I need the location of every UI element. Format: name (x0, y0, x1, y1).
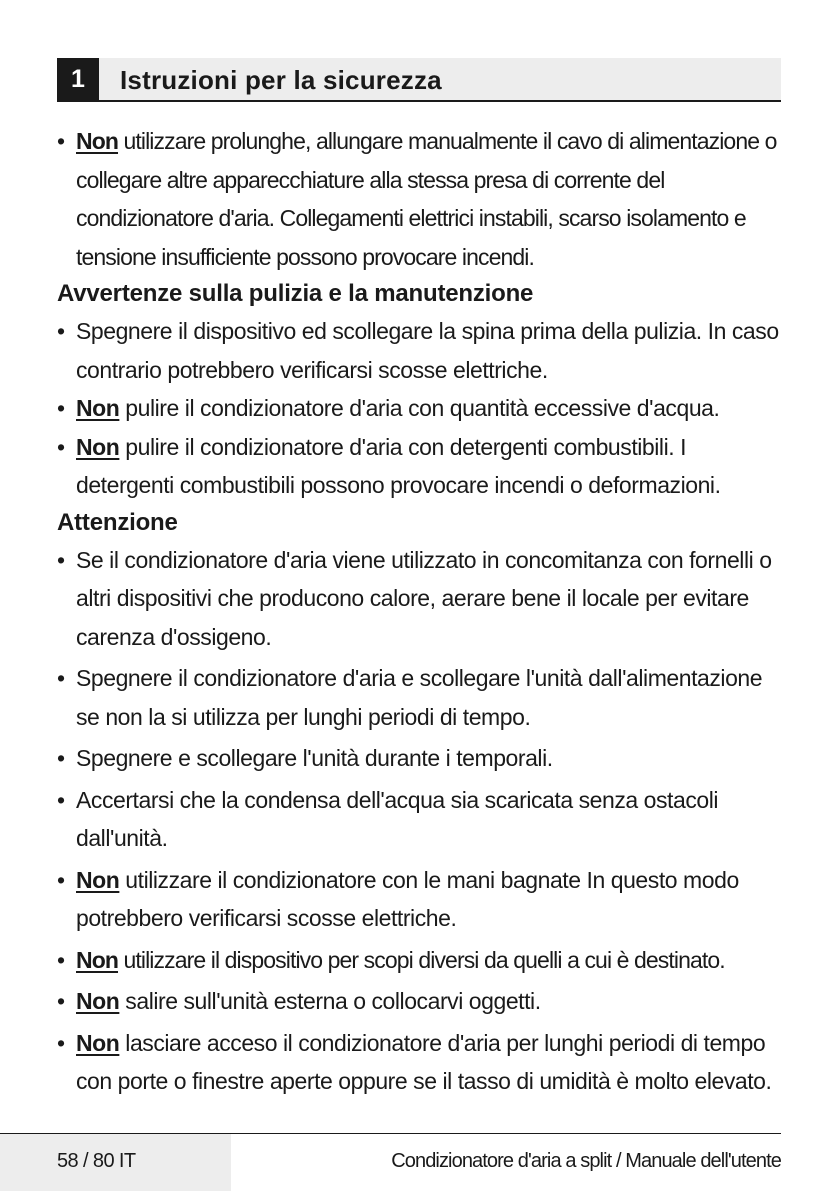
page-number: 58 / 80 IT (57, 1150, 136, 1172)
bullet-icon: • (57, 946, 65, 973)
negation-word: Non (76, 433, 120, 460)
item-text: salire sull'unità esterna o collocarvi oggetti. (119, 988, 541, 1014)
chapter-number: 1 (57, 58, 99, 100)
list-item (57, 122, 787, 276)
negation-word: Non (76, 128, 119, 154)
list-item (57, 982, 787, 1021)
bullet-icon: • (57, 318, 65, 344)
list-item (57, 1024, 787, 1101)
list-item (57, 781, 787, 858)
bullet-icon: • (57, 786, 65, 813)
safety-content (57, 122, 787, 1101)
bullet-icon: • (57, 395, 65, 421)
section-heading: Avvertenze sulla pulizia e la manutenzione (57, 280, 534, 307)
bullet-icon: • (57, 745, 65, 771)
item-text: utilizzare prolunghe, allungare manualmente il cavo di alimentazione o collegare altre apparecchiature alla stessa presa di corrente del condizionatore d'aria. Collegamenti elettrici instabili, scarso isolamento e tensione insufficiente possono provocare incendi. (76, 128, 777, 270)
item-text: utilizzare il dispositivo per scopi diversi da quelli a cui è destinato. (118, 946, 725, 973)
bullet-icon: • (57, 1029, 65, 1056)
item-text: pulire il condizionatore d'aria con quantità eccessive d'acqua. (119, 395, 720, 421)
bullet-icon: • (57, 866, 65, 893)
item-text: Spegnere il condizionatore d'aria e scollegare l'unità dall'alimentazione se non la si utilizza per lunghi periodi di tempo. (76, 665, 763, 730)
list-item (57, 312, 787, 389)
item-text: Spegnere il dispositivo ed scollegare la spina prima della pulizia. In caso contrario potrebbero verificarsi scosse elettriche. (76, 318, 779, 383)
chapter-header (57, 58, 781, 102)
bullet-icon: • (57, 988, 65, 1014)
item-text: Accertarsi che la condensa dell'acqua sia scaricata senza ostacoli dall'unità. (76, 786, 719, 851)
list-item (57, 659, 787, 736)
item-text: Se il condizionatore d'aria viene utilizzato in concomitanza con fornelli o altri dispositivi che producono calore, aerare bene il locale per evitare carenza d'ossigeno. (76, 546, 772, 650)
list-item (57, 941, 787, 980)
negation-word: Non (76, 1029, 120, 1056)
list-item (57, 389, 787, 428)
negation-word: Non (76, 866, 120, 893)
negation-word: Non (76, 946, 119, 973)
item-text: lasciare acceso il condizionatore d'aria per lunghi periodi di tempo con porte o finestre aperte oppure se il tasso di umidità è molto elevato. (76, 1029, 772, 1094)
bullet-icon: • (57, 128, 65, 154)
item-text: pulire il condizionatore d'aria con detergenti combustibili. I detergenti combustibili possono provocare incendi o deformazioni. (76, 433, 721, 498)
item-text: Spegnere e scollegare l'unità durante i temporali. (76, 745, 553, 771)
negation-word: Non (76, 988, 120, 1014)
list-item (57, 739, 787, 778)
item-text: utilizzare il condizionatore con le mani bagnate In questo modo potrebbero verificarsi scosse elettriche. (76, 866, 739, 931)
document-title: Condizionatore d'aria a split / Manuale dell'utente (391, 1150, 781, 1172)
list-item (57, 861, 787, 938)
bullet-icon: • (57, 546, 65, 573)
bullet-icon: • (57, 433, 65, 460)
negation-word: Non (76, 395, 120, 421)
bullet-icon: • (57, 665, 65, 691)
list-item (57, 428, 787, 505)
chapter-title: Istruzioni per la sicurezza (120, 65, 442, 95)
list-item (57, 541, 787, 657)
section-heading: Attenzione (57, 508, 178, 536)
